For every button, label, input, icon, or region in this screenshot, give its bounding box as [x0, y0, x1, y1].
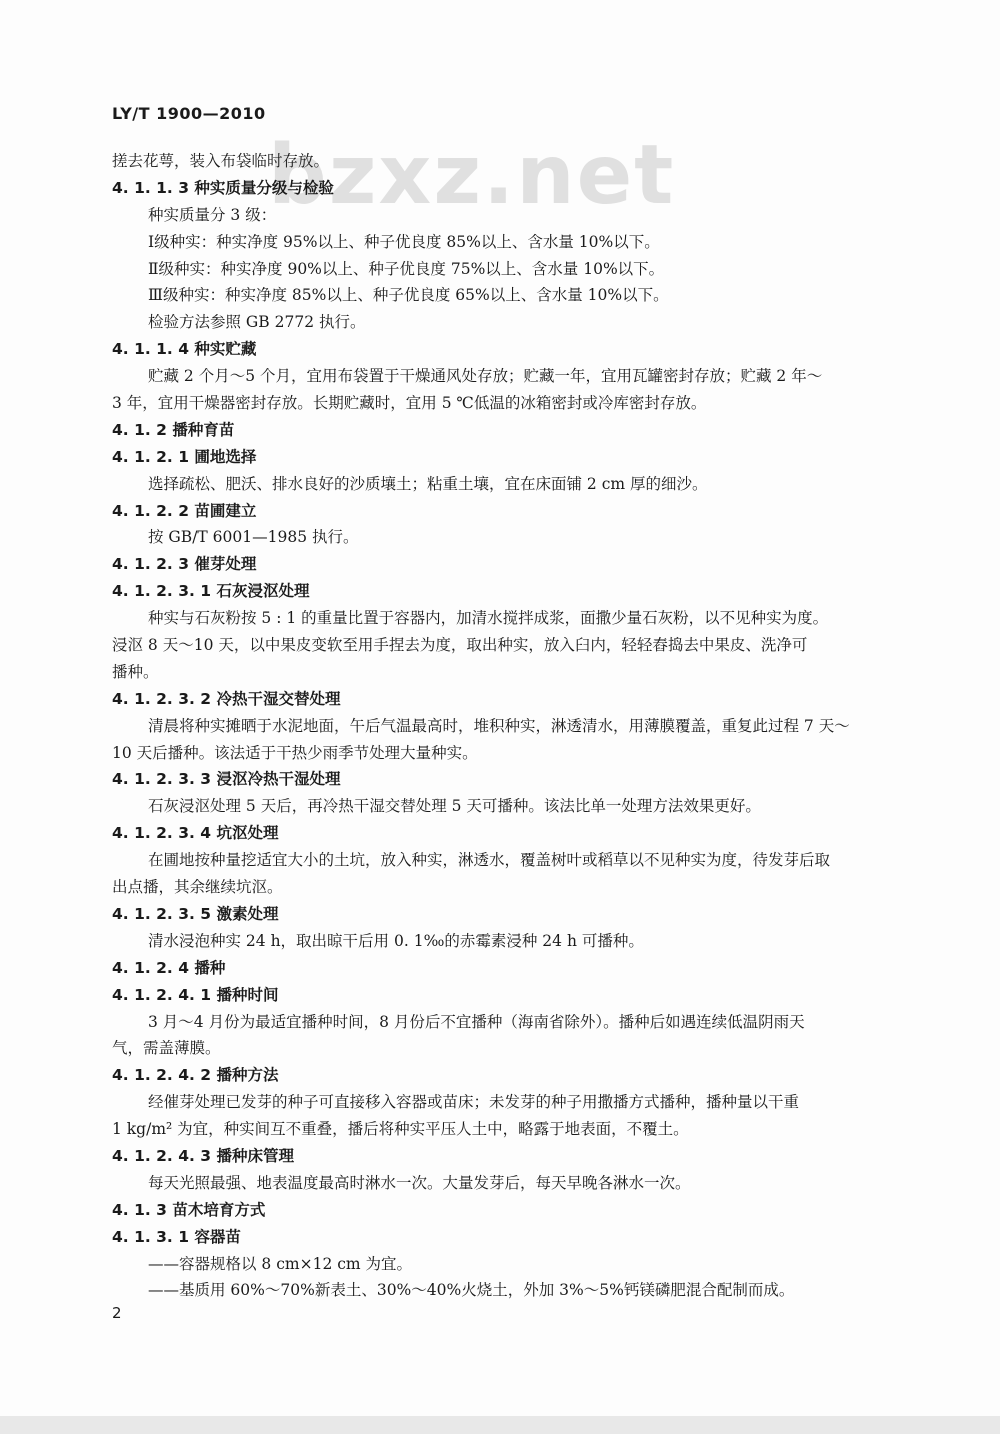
- section-heading: 4. 1. 3 苗木培育方式: [112, 1200, 266, 1219]
- paragraph-line: 3 月～4 月份为最适宜播种时间，8 月份后不宜播种（海南省除外）。播种后如遇连续低温阴雨天: [148, 1012, 805, 1031]
- paragraph-line: 气，需盖薄膜。: [112, 1039, 221, 1058]
- paragraph-line: Ⅱ级种实：种实净度 90%以上、种子优良度 75%以上、含水量 10%以下。: [148, 259, 665, 278]
- section-heading: 4. 1. 2. 4 播种: [112, 958, 226, 977]
- paragraph-line: 检验方法参照 GB 2772 执行。: [148, 313, 366, 332]
- paragraph-line: 选择疏松、肥沃、排水良好的沙质壤土；粘重土壤，宜在床面铺 2 cm 厚的细沙。: [148, 474, 708, 493]
- paragraph-line: 1 kg/m² 为宜，种实间互不重叠，播后将种实平压人土中，略露于地表面，不覆土。: [112, 1120, 689, 1139]
- section-heading: 4. 1. 2. 4. 3 播种床管理: [112, 1146, 294, 1165]
- paragraph-line: 清水浸泡种实 24 h，取出晾干后用 0. 1‰的赤霉素浸种 24 h 可播种。: [148, 931, 644, 950]
- paragraph-line: 贮藏 2 个月～5 个月，宜用布袋置于干燥通风处存放；贮藏一年，宜用瓦罐密封存放；贮藏 2 年～: [148, 367, 823, 386]
- section-heading: 4. 1. 2. 3 催芽处理: [112, 555, 257, 574]
- paragraph-line: ——容器规格以 8 cm×12 cm 为宜。: [148, 1254, 413, 1273]
- paragraph-line: 在圃地按种量挖适宜大小的土坑，放入种实，淋透水，覆盖树叶或稻草以不见种实为度，待发芽后取: [148, 851, 831, 870]
- section-heading: 4. 1. 2. 4. 1 播种时间: [112, 985, 279, 1004]
- section-heading: 4. 1. 2. 1 圃地选择: [112, 447, 257, 466]
- page-number: 2: [112, 1304, 122, 1322]
- document-body: [112, 148, 902, 1304]
- paragraph-line: 每天光照最强、地表温度最高时淋水一次。大量发芽后，每天早晚各淋水一次。: [148, 1173, 691, 1192]
- paragraph-line: 清晨将种实摊晒于水泥地面，午后气温最高时，堆积种实，淋透清水，用薄膜覆盖，重复此过程 7 天～: [148, 716, 850, 735]
- section-heading: 4. 1. 1. 3 种实质量分级与检验: [112, 178, 334, 197]
- paragraph-line: 种实质量分 3 级：: [148, 205, 277, 224]
- section-heading: 4. 1. 2. 3. 1 石灰浸沤处理: [112, 582, 310, 601]
- paragraph-line: 10 天后播种。该法适于干热少雨季节处理大量种实。: [112, 743, 478, 762]
- section-heading: 4. 1. 2. 4. 2 播种方法: [112, 1066, 279, 1085]
- paragraph-line: 3 年，宜用干燥器密封存放。长期贮藏时，宜用 5 ℃低温的冰箱密封或冷库密封存放。: [112, 394, 707, 413]
- section-heading: 4. 1. 2. 3. 2 冷热干湿交替处理: [112, 689, 341, 708]
- paragraph-line: 石灰浸沤处理 5 天后，再冷热干湿交替处理 5 天可播种。该法比单一处理方法效果更好。: [148, 797, 761, 816]
- paragraph-line: ——基质用 60%～70%新表土、30%～40%火烧土，外加 3%～5%钙镁磷肥混合配制而成。: [148, 1281, 795, 1300]
- section-heading: 4. 1. 3. 1 容器苗: [112, 1227, 241, 1246]
- section-heading: 4. 1. 2. 2 苗圃建立: [112, 501, 257, 520]
- paragraph-line: Ⅰ级种实：种实净度 95%以上、种子优良度 85%以上、含水量 10%以下。: [148, 232, 660, 251]
- section-heading: 4. 1. 1. 4 种实贮藏: [112, 340, 257, 359]
- paragraph-line: 播种。: [112, 662, 159, 681]
- section-heading: 4. 1. 2. 3. 5 激素处理: [112, 904, 279, 923]
- bottom-bar: [0, 1416, 1000, 1434]
- paragraph-line: 经催芽处理已发芽的种子可直接移入容器或苗床；未发芽的种子用撒播方式播种，播种量以干重: [148, 1093, 800, 1112]
- paragraph-line: Ⅲ级种实：种实净度 85%以上、种子优良度 65%以上、含水量 10%以下。: [148, 286, 669, 305]
- paragraph-line: 按 GB/T 6001—1985 执行。: [148, 528, 359, 547]
- paragraph-line: 种实与石灰粉按 5 : 1 的重量比置于容器内，加清水搅拌成浆，面撒少量石灰粉，以不见种实为度。: [148, 609, 829, 628]
- paragraph-line: 出点播，其余继续坑沤。: [112, 878, 283, 897]
- section-heading: 4. 1. 2. 3. 3 浸沤冷热干湿处理: [112, 770, 341, 789]
- watermark: bzxz.net: [268, 128, 676, 223]
- section-heading: 4. 1. 2 播种育苗: [112, 420, 235, 439]
- paragraph-line: 搓去花萼，装入布袋临时存放。: [112, 152, 330, 170]
- section-heading: 4. 1. 2. 3. 4 坑沤处理: [112, 824, 279, 843]
- paragraph-line: 浸沤 8 天～10 天，以中果皮变软至用手捏去为度，取出种实，放入臼内，轻轻舂捣去中果皮、洗净可: [112, 636, 808, 655]
- standard-code-header: LY/T 1900—2010: [112, 104, 266, 123]
